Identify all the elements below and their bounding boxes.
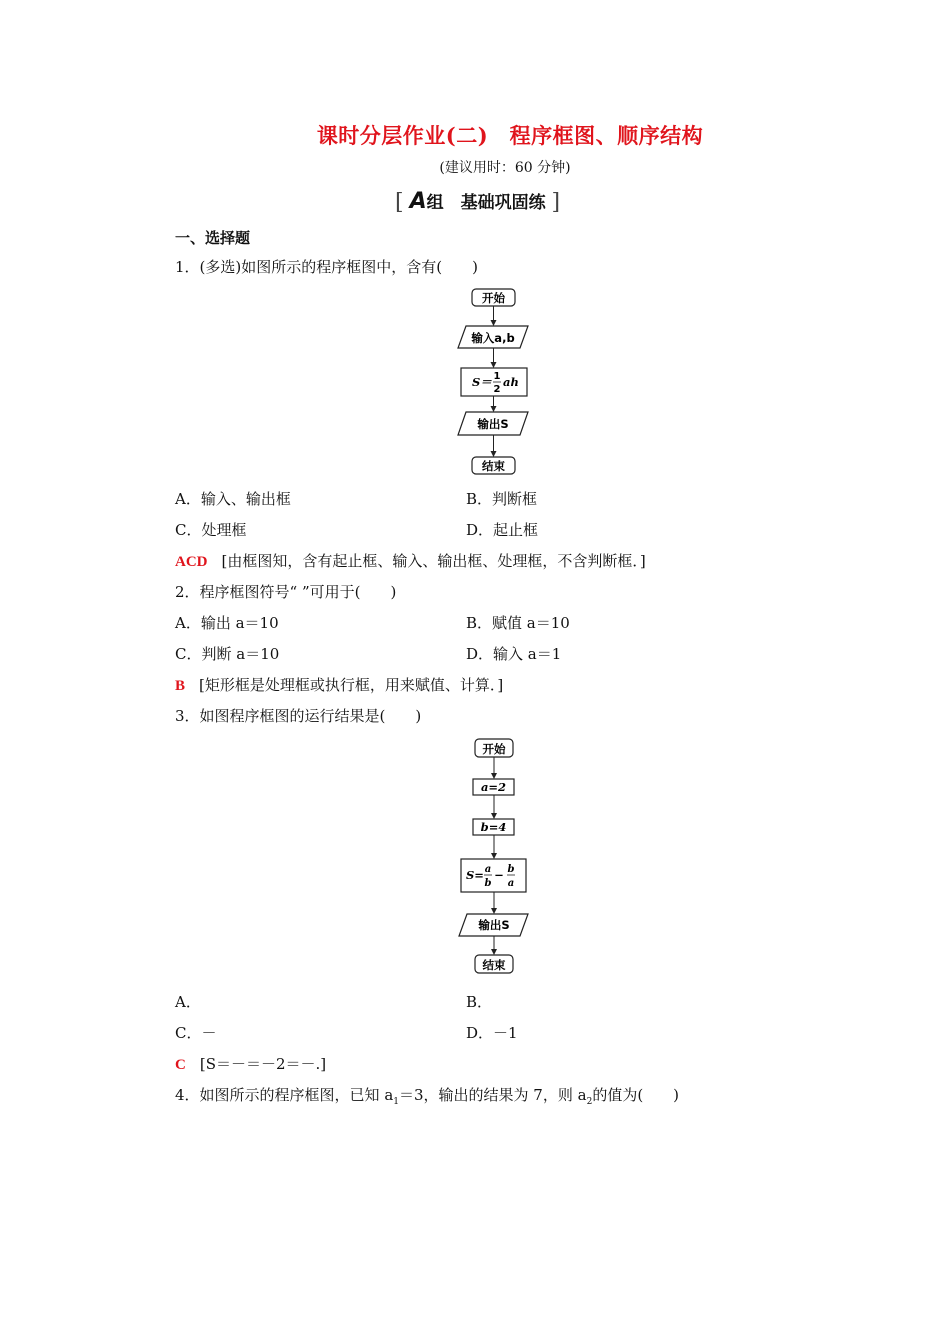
q3-explanation: [S＝－＝－2＝－.] [199, 1055, 327, 1073]
q1-end-label: 结束 [482, 459, 505, 473]
page-subtitle: (建议用时：60 分钟) [439, 160, 571, 176]
q1-flowchart [440, 282, 550, 482]
q1-start-label: 开始 [482, 291, 505, 305]
q1-option-c: C．处理框 [175, 521, 247, 539]
q2-answer-key: B [175, 678, 186, 694]
q3-process-left: S= [466, 868, 484, 882]
q2-explanation: [矩形框是处理框或执行框，用来赋值、计算．] [199, 676, 504, 694]
q1-answer [175, 550, 646, 571]
group-banner [395, 188, 560, 214]
q3-assign-a-label: a=2 [480, 780, 507, 794]
q4-sub2: 2 [586, 1097, 593, 1107]
q3-flowchart [440, 732, 550, 982]
q3-option-a: A． [175, 993, 201, 1011]
q3-answer [175, 1053, 326, 1074]
q3-end-label: 结束 [482, 958, 506, 972]
q3-frac2-den: a [507, 878, 515, 889]
q4-stem [175, 1084, 679, 1107]
q1-option-d: D．起止框 [466, 521, 539, 539]
section-heading: 一、选择题 [175, 229, 251, 247]
q1-process-right: ah [503, 375, 519, 389]
q1-stem: 1．(多选)如图所示的程序框图中，含有( ) [175, 258, 478, 276]
q2-answer [175, 674, 503, 695]
q3-frac1-den: b [484, 878, 492, 889]
bracket-right: ] [551, 190, 561, 215]
q1-option-a: A．输入、输出框 [175, 490, 291, 508]
q3-frac1-num: a [484, 864, 492, 875]
q4-sub1: 1 [393, 1097, 399, 1107]
q3-option-c: C．－ [175, 1024, 217, 1042]
group-text: 组 基础巩固练 [426, 193, 546, 213]
q3-stem: 3．如图程序框图的运行结果是( ) [175, 707, 422, 725]
group-letter: A [409, 189, 427, 214]
q1-process-num: 1 [493, 371, 501, 382]
q3-output-label: 输出S [478, 918, 510, 932]
q1-option-b: B．判断框 [466, 490, 538, 508]
bracket-left: [ [395, 190, 404, 215]
q1-answer-key: ACD [175, 554, 208, 570]
q1-input-label: 输入a,b [471, 331, 515, 345]
page-title: 课时分层作业(二) 程序框图、顺序结构 [316, 123, 704, 148]
q4-stem-prefix: 4．如图所示的程序框图，已知 a [175, 1086, 394, 1104]
q3-frac2-num: b [507, 864, 515, 875]
q2-option-b: B．赋值 a＝10 [466, 614, 570, 632]
q3-minus: − [494, 868, 504, 882]
q3-start-label: 开始 [482, 742, 506, 756]
q4-stem-mid: ＝3，输出的结果为 7，则 a [399, 1086, 587, 1104]
q2-option-d: D．输入 a＝1 [466, 645, 562, 663]
q2-stem: 2．程序框图符号“ ”可用于( ) [175, 583, 397, 601]
q4-stem-suffix: 的值为( ) [592, 1086, 680, 1104]
q3-assign-b-label: b=4 [480, 820, 507, 834]
q3-answer-key: C [175, 1057, 186, 1073]
q2-option-a: A．输出 a＝10 [175, 614, 279, 632]
q1-explanation: [由框图知，含有起止框、输入、输出框、处理框，不含判断框．] [221, 552, 646, 570]
q1-process-left: S＝ [472, 375, 492, 389]
q3-option-b: B． [466, 993, 493, 1011]
q1-output-label: 输出S [477, 417, 509, 431]
q2-option-c: C．判断 a＝10 [175, 645, 280, 663]
q1-process-den: 2 [493, 384, 501, 395]
q3-option-d: D．－1 [466, 1024, 518, 1042]
